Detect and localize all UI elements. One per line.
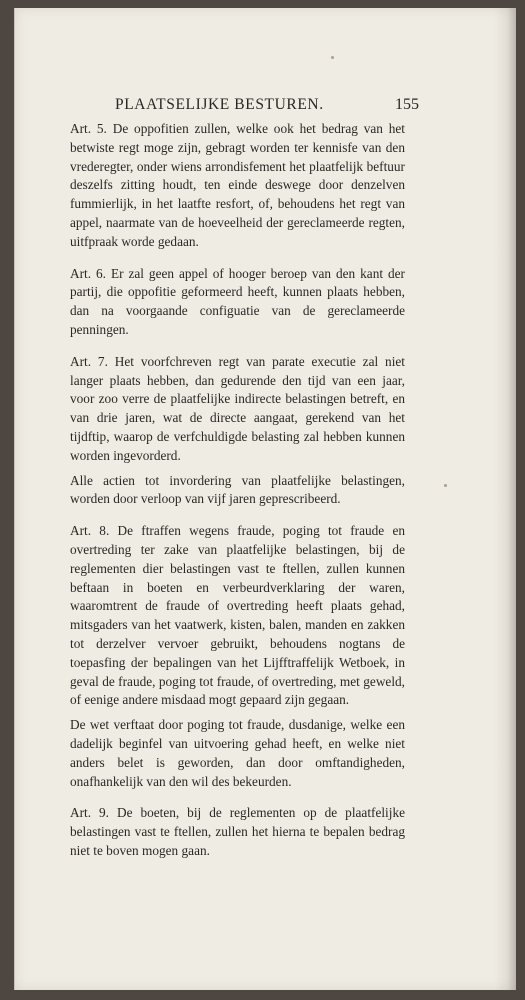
page-edge-shadow bbox=[494, 8, 516, 990]
page-number: 155 bbox=[395, 96, 419, 113]
paragraph-art-6: Art. 6. Er zal geen appel of hooger beroep van den kant der partij, die oppofitie geformeerd heeft, kunnen plaats hebben, dan na voorgaande configuatie van de gereclameerde penningen. bbox=[70, 265, 405, 337]
paragraph-art-7: Art. 7. Het voorfchreven regt van parate executie zal niet langer plaats hebben, dan gedurende den tijd van een jaar, voor zoo verre de plaatfelijke indirecte belastingen betreft, en van drie jaren, wat de directe aangaat, gerekend van het tijdftip, waarop de verfchuldigde belasting zal hebben kunnen worden ingevorderd. bbox=[70, 353, 405, 463]
paper-speck bbox=[444, 484, 447, 487]
paragraph-art-8: Art. 8. De ftraffen wegens fraude, poging tot fraude en overtreding ter zake van plaatfelijke belastingen, bij de reglementen dier belastingen vast te ftellen, zullen kunnen beftaan in boeten en verbeurdverklaring der waren, waaromtrent de fraude of overtreding heeft plaats gehad, mitsgaders van het vaatwerk, kisten, balen, manden en zakken tot derzelver vervoer gebruikt, behoudens nogtans de toepasfing der bepalingen van het Lijfftraffelijk Wetboek, in geval de fraude, poging tot fraude, of overtreding, met geweld, of eenige andere misdaad mogt gepaard zijn gegaan. bbox=[70, 523, 405, 708]
paper-speck bbox=[331, 56, 334, 59]
page-body-text bbox=[70, 120, 405, 861]
running-head: PLAATSELIJKE BESTUREN. bbox=[115, 96, 324, 113]
paragraph-art-9: Art. 9. De boeten, bij de reglementen op de plaatfelijke belastingen vast te ftellen, zullen het hierna te bepalen bedrag niet te boven mogen gaan. bbox=[70, 805, 405, 858]
paragraph-art-5: Art. 5. De oppofitien zullen, welke ook het bedrag van het betwiste regt moge zijn, gebragt worden ter kennisfe van den vrederegter, onder wiens arrondisfement het plaatfelijk beftuur deszelfs zitting houdt, ten einde deswege door denzelven fummierlijk, in het laatfte resfort, of, behoudens het regt van appel, naarmate van de hoeveelheid der gereclameerde regten, uitfpraak worde gedaan. bbox=[70, 121, 405, 249]
paragraph-attempted-fraud: De wet verftaat door poging tot fraude, dusdanige, welke een dadelijk beginfel van uitvoering gehad heeft, en welke niet anders belet is geworden, dan door omftandigheden, onafhankelijk van den wil des bekeurden. bbox=[70, 717, 405, 789]
paragraph-prescription: Alle actien tot invordering van plaatfelijke belastingen, worden door verloop van vijf jaren geprescribeerd. bbox=[70, 472, 405, 507]
